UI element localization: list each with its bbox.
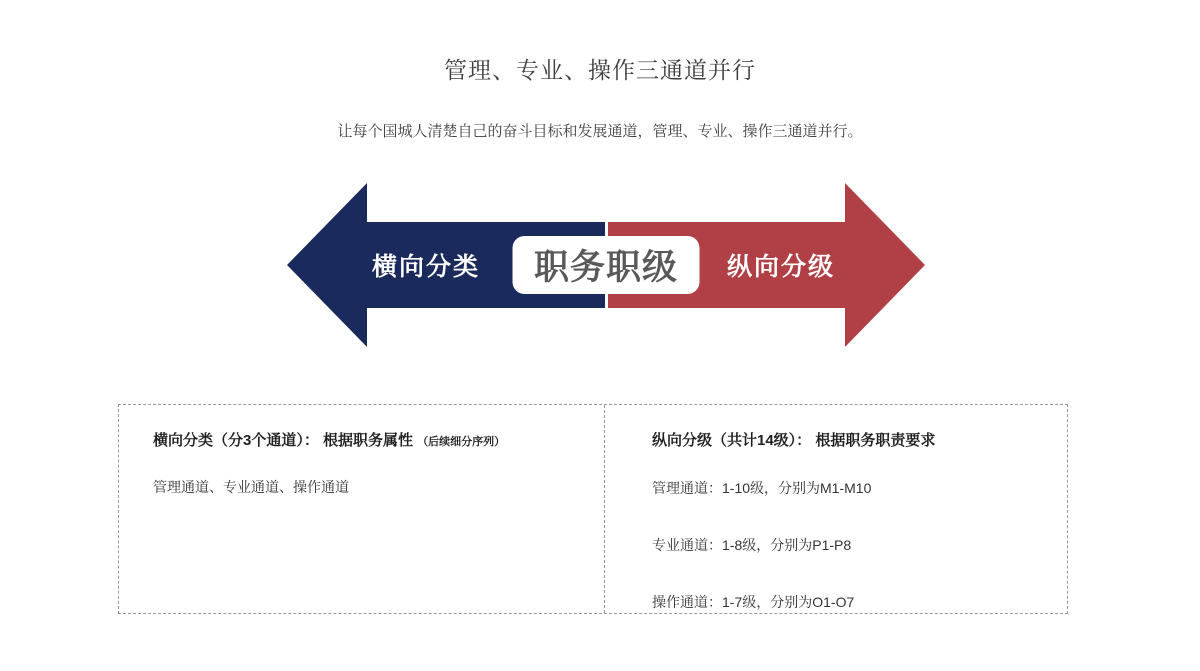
vertical-grade-line-operation: 操作通道：1-7级，分别为O1-O7 <box>652 594 855 610</box>
page-title: 管理、专业、操作三通道并行 <box>444 57 756 83</box>
vertical-grade-section <box>604 405 1067 613</box>
channel-diagram <box>287 183 925 347</box>
page-subtitle: 让每个国城人清楚自己的奋斗目标和发展通道，管理、专业、操作三通道并行。 <box>337 123 863 140</box>
vertical-grade-heading: 纵向分级（共计14级）： 根据职务职责要求 <box>652 432 936 449</box>
vertical-grade-line-professional: 专业通道：1-8级，分别为P1-P8 <box>652 537 852 553</box>
horizontal-category-channels: 管理通道、专业通道、操作通道 <box>153 479 349 495</box>
right-arrow-label: 纵向分级 <box>726 253 836 281</box>
center-box <box>513 236 700 294</box>
left-arrow-label: 横向分类 <box>371 253 481 281</box>
details-panel <box>118 404 1068 614</box>
vertical-grade-line-management: 管理通道：1-10级，分别为M1-M10 <box>652 480 872 496</box>
horizontal-category-heading-text: 横向分类（分3个通道）： 根据职务属性 <box>153 432 414 449</box>
horizontal-category-heading <box>153 429 584 450</box>
horizontal-category-section <box>119 405 604 613</box>
horizontal-category-heading-note: （后续细分序列） <box>417 436 506 448</box>
center-box-label: 职务职级 <box>533 248 678 287</box>
